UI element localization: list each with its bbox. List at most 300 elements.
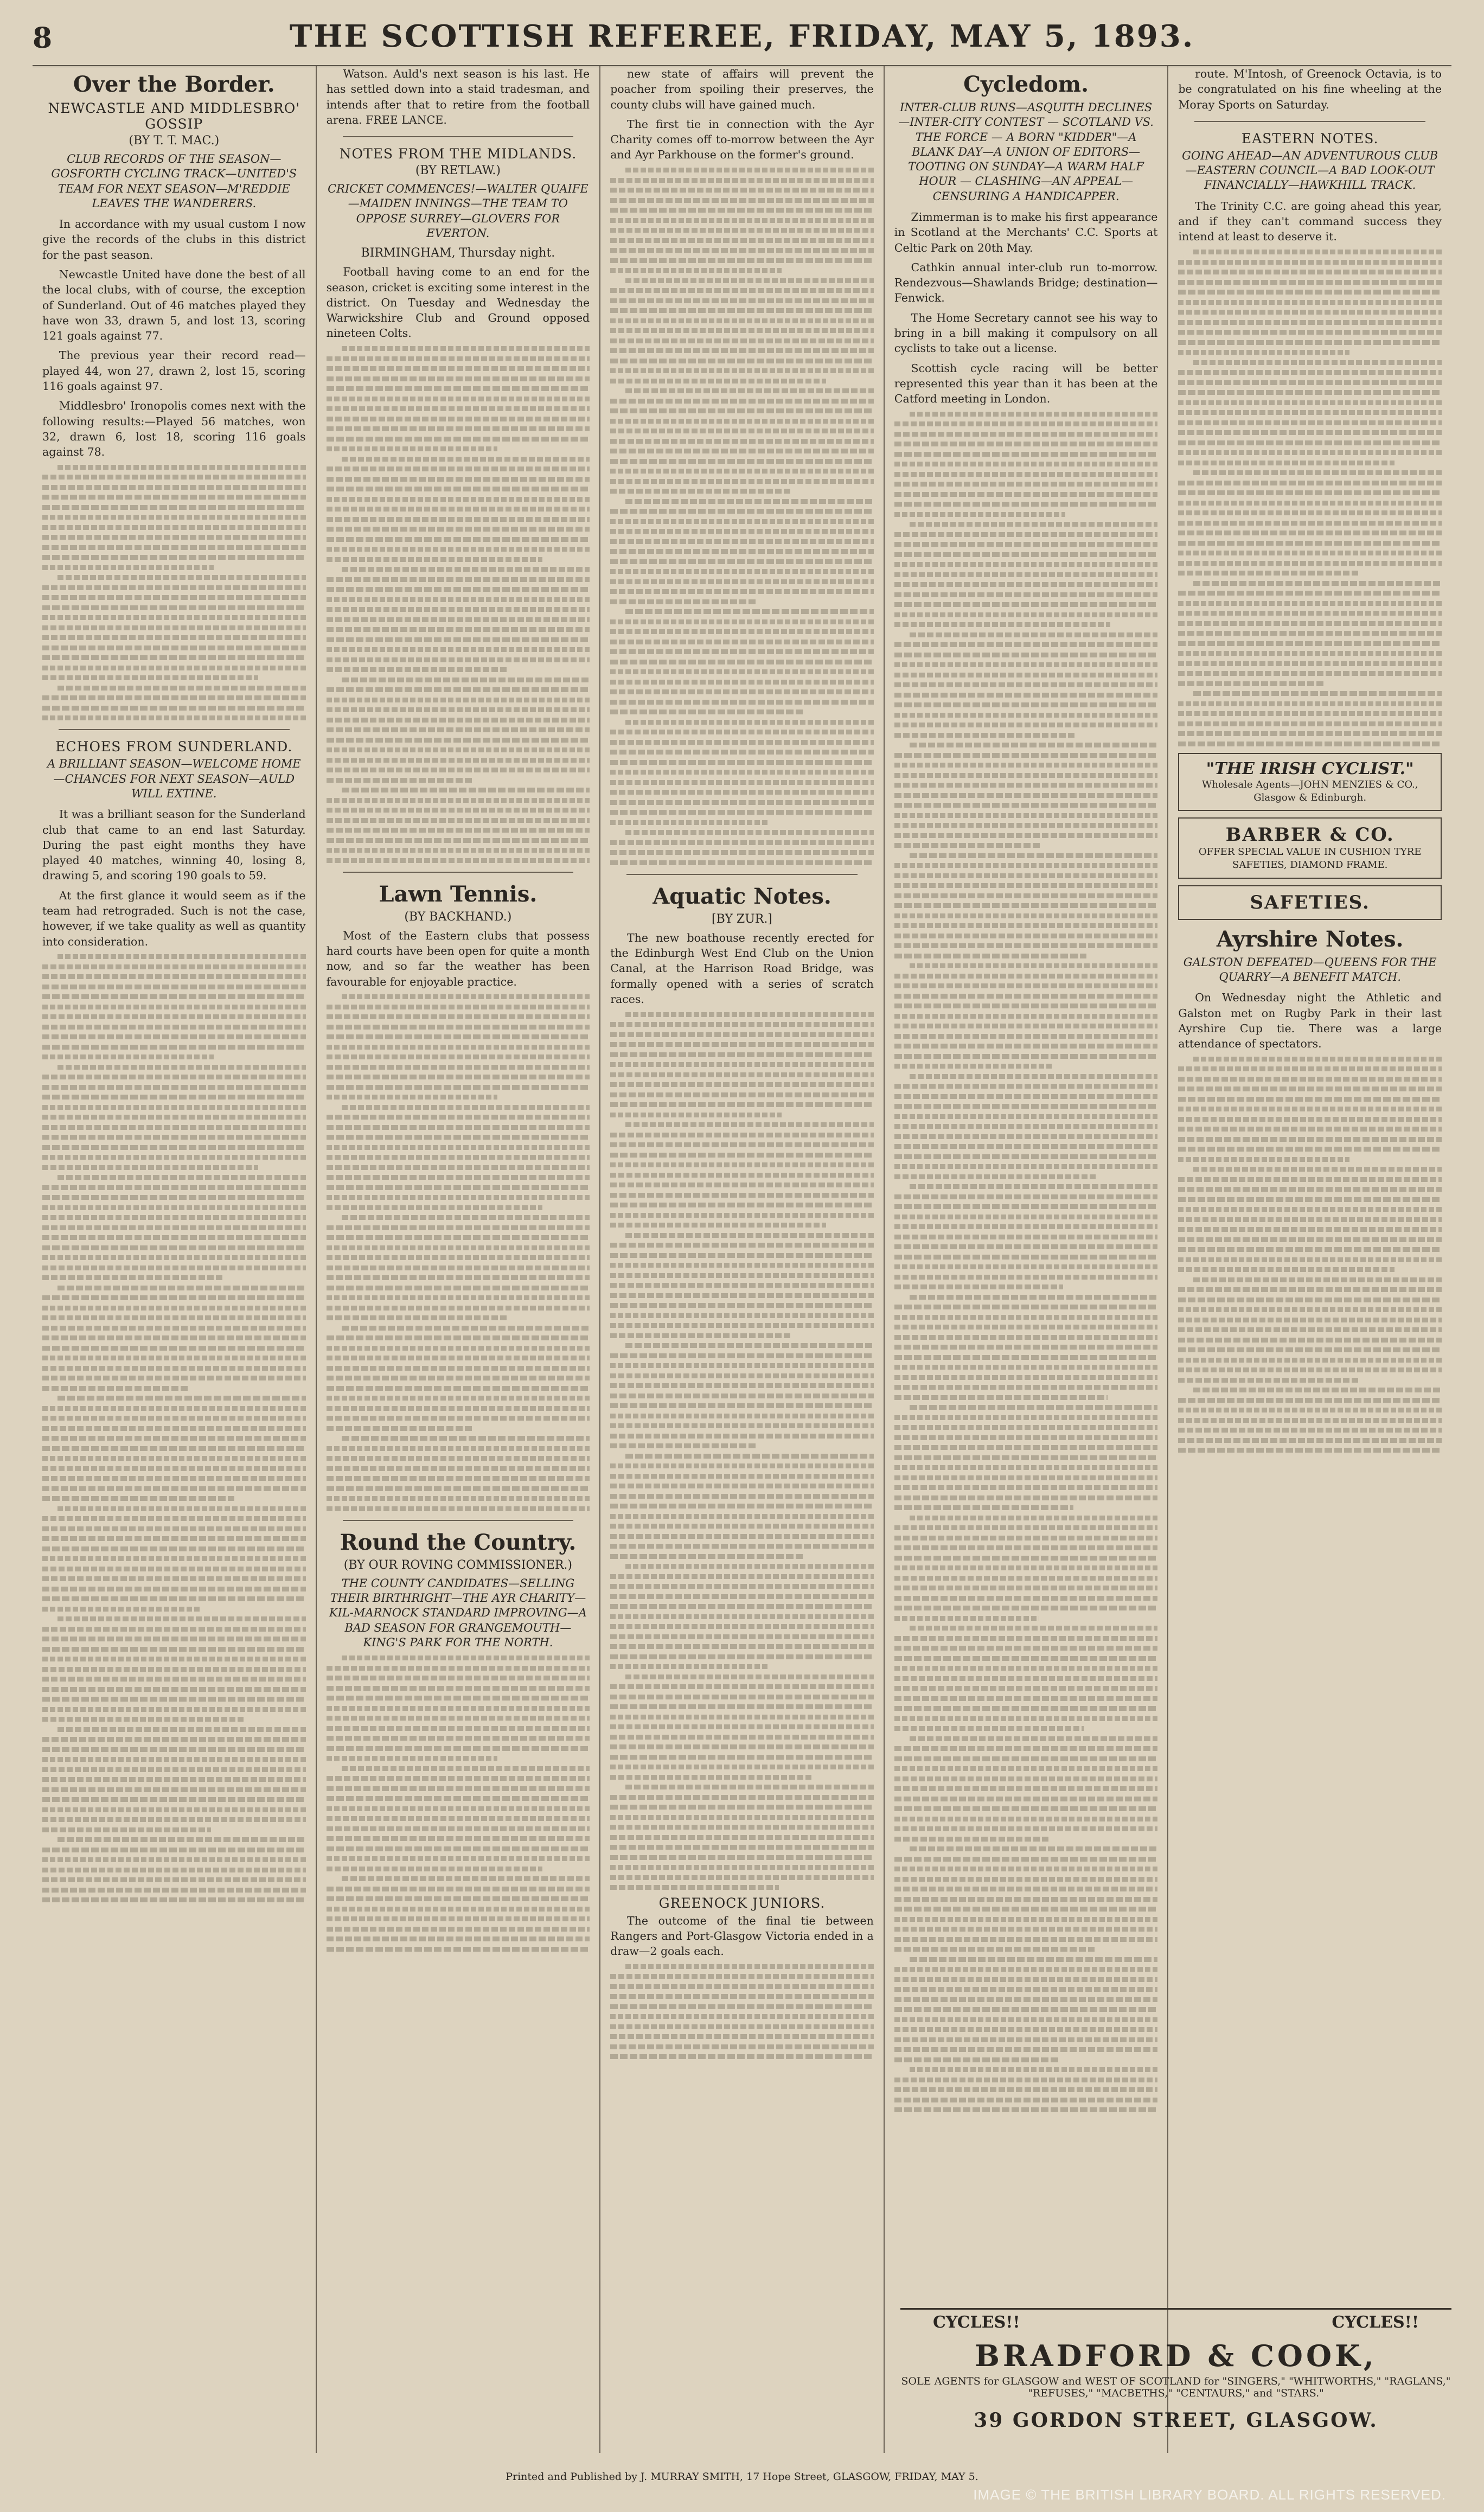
text-line-placeholder: [327, 1085, 590, 1090]
text-line-placeholder: [894, 702, 1158, 707]
text-line-placeholder: [610, 178, 874, 183]
text-line-placeholder: [894, 662, 1158, 667]
text-line-placeholder: [894, 1475, 1158, 1480]
text-line-placeholder: [610, 730, 874, 734]
text-line-placeholder: [610, 1383, 874, 1388]
text-line-placeholder: [894, 1465, 1158, 1470]
text-line-placeholder: [327, 356, 590, 361]
text-line-placeholder: [1178, 1237, 1442, 1242]
ad-address: 39 GORDON STREET, GLASGOW.: [974, 2409, 1378, 2432]
text-line-placeholder: [610, 1022, 874, 1027]
text-line-placeholder: [42, 1075, 306, 1079]
newspaper-title: THE SCOTTISH REFEREE, FRIDAY, MAY 5, 1893.: [289, 18, 1195, 54]
text-line-placeholder: [42, 1496, 234, 1501]
text-line-placeholder: [610, 1974, 874, 1979]
text-line-placeholder: [327, 1346, 590, 1351]
article-paragraph: The first tie in connection with the Ayr Charity comes off to-morrow between the Ayr and Ayr Parkhouse on the former's ground.: [610, 117, 874, 162]
text-line-placeholder: [625, 609, 874, 614]
text-line-placeholder: [610, 820, 768, 825]
article-paragraph: new state of affairs will prevent the poacher from spoiling their preserves, the county clubs will have gained much.: [610, 67, 874, 111]
text-line-placeholder: [894, 1024, 1158, 1028]
text-line-placeholder: [327, 1386, 590, 1391]
text-line-placeholder: [1178, 661, 1442, 666]
text-line-placeholder: [894, 954, 1086, 958]
section-divider: [343, 136, 574, 137]
text-line-placeholder: [1178, 1428, 1442, 1433]
text-line-placeholder: [1178, 1358, 1442, 1363]
text-line-placeholder: [910, 1074, 1158, 1079]
text-line-placeholder: [610, 419, 874, 424]
text-line-placeholder: [342, 1105, 590, 1110]
text-line-placeholder: [610, 1273, 874, 1278]
text-line-placeholder: [610, 479, 874, 484]
text-line-placeholder: [327, 547, 590, 552]
text-line-placeholder: [894, 1255, 1158, 1260]
text-line-placeholder: [327, 1065, 590, 1070]
text-line-placeholder: [610, 348, 874, 353]
text-line-placeholder: [42, 1596, 306, 1601]
text-line-placeholder: [42, 1235, 306, 1240]
text-line-placeholder: [342, 994, 590, 999]
text-line-placeholder: [894, 1194, 1158, 1199]
text-line-placeholder: [42, 1817, 306, 1822]
text-line-placeholder: [42, 545, 306, 550]
article-paragraph: On Wednesday night the Athletic and Galston met on Rugby Park in their last Ayrshire Cup tie. There was a large attendance of spectators.: [1178, 991, 1442, 1051]
text-line-placeholder: [42, 555, 306, 560]
text-line-placeholder: [1178, 1147, 1442, 1152]
text-line-placeholder: [1178, 621, 1442, 626]
text-line-placeholder: [1178, 510, 1442, 515]
text-line-placeholder: [327, 1456, 590, 1461]
text-line-placeholder: [327, 1907, 590, 1912]
text-line-placeholder: [910, 1626, 1158, 1631]
text-line-placeholder: [610, 850, 874, 855]
text-line-placeholder: [42, 1546, 306, 1551]
text-line-placeholder: [327, 707, 590, 712]
text-line-placeholder: [42, 1045, 306, 1050]
text-line-placeholder: [42, 1265, 306, 1270]
text-line-placeholder: [610, 1153, 874, 1158]
text-line-placeholder: [894, 562, 1158, 567]
text-line-placeholder: [1178, 530, 1442, 535]
text-line-placeholder: [610, 559, 874, 564]
text-line-placeholder: [1178, 541, 1442, 546]
text-line-placeholder: [1178, 551, 1442, 555]
text-line-placeholder: [1178, 280, 1442, 285]
text-line-placeholder: [894, 622, 1110, 627]
text-line-placeholder: [327, 1014, 590, 1019]
text-line-placeholder: [894, 642, 1158, 647]
text-line-placeholder: [610, 770, 874, 775]
text-line-placeholder: [910, 632, 1158, 637]
text-line-placeholder: [894, 2087, 1158, 2092]
text-line-placeholder: [610, 1755, 874, 1760]
text-line-placeholder: [1193, 250, 1442, 254]
text-line-placeholder: [610, 338, 874, 343]
section-divider: [343, 1520, 574, 1521]
text-line-placeholder: [1178, 721, 1442, 726]
text-line-placeholder: [894, 1064, 1052, 1069]
text-line-placeholder: [610, 1715, 874, 1720]
text-line-placeholder: [894, 1887, 1158, 1891]
text-line-placeholder: [894, 462, 1158, 466]
text-line-placeholder: [625, 499, 874, 504]
text-line-placeholder: [894, 542, 1158, 547]
text-line-placeholder: [327, 1716, 590, 1721]
text-line-placeholder: [1178, 390, 1442, 395]
text-line-placeholder: [42, 1005, 306, 1009]
text-line-placeholder: [894, 1495, 1158, 1500]
text-line-placeholder: [1178, 1207, 1442, 1212]
article-byline: (BY RETLAW.): [415, 164, 501, 178]
text-line-placeholder: [327, 698, 590, 702]
text-line-placeholder: [42, 1526, 306, 1531]
text-line-placeholder: [42, 1306, 306, 1311]
text-line-placeholder: [327, 587, 590, 592]
text-line-placeholder: [1178, 1066, 1442, 1071]
text-line-placeholder: [610, 1554, 802, 1559]
text-line-placeholder: [42, 535, 306, 540]
text-line-placeholder: [894, 1375, 1158, 1380]
text-line-placeholder: [1178, 450, 1442, 455]
text-line-placeholder: [610, 1534, 874, 1539]
text-line-placeholder: [327, 1486, 590, 1491]
text-line-placeholder: [610, 1594, 874, 1599]
text-line-placeholder: [42, 1476, 306, 1481]
text-line-placeholder: [42, 1245, 306, 1250]
text-line-placeholder: [327, 647, 590, 652]
text-line-placeholder: [327, 1696, 590, 1701]
text-line-placeholder: [894, 943, 1158, 948]
text-line-placeholder: [610, 579, 874, 584]
text-line-placeholder: [610, 1704, 874, 1709]
text-line-placeholder: [327, 1496, 590, 1501]
text-line-placeholder: [894, 1776, 1158, 1781]
text-line-placeholder: [894, 1435, 1158, 1440]
text-line-placeholder: [610, 1885, 779, 1890]
text-line-placeholder: [327, 1756, 498, 1761]
text-line-placeholder: [327, 1335, 590, 1340]
text-line-placeholder: [625, 1454, 874, 1459]
text-line-placeholder: [327, 1426, 474, 1431]
column-filler-text: [42, 465, 306, 721]
text-line-placeholder: [610, 1363, 874, 1368]
text-line-placeholder: [42, 1335, 306, 1340]
text-line-placeholder: [610, 1032, 874, 1037]
text-line-placeholder: [610, 1062, 874, 1067]
text-line-placeholder: [610, 1584, 874, 1589]
text-line-placeholder: [610, 248, 874, 253]
text-line-placeholder: [910, 1957, 1158, 1962]
text-line-placeholder: [910, 1846, 1158, 1851]
text-line-placeholder: [42, 1275, 224, 1280]
text-line-placeholder: [610, 1614, 874, 1619]
text-line-placeholder: [42, 525, 306, 530]
text-line-placeholder: [42, 1607, 200, 1612]
text-line-placeholder: [327, 1095, 498, 1100]
text-line-placeholder: [42, 1436, 306, 1441]
text-line-placeholder: [894, 1797, 1158, 1801]
text-line-placeholder: [894, 682, 1158, 687]
advertisement-bradford-cook: [900, 2308, 1451, 2467]
text-line-placeholder: [894, 1877, 1158, 1882]
ad-text: OFFER SPECIAL VALUE IN CUSHION TYRE SAFETIES, DIAMOND FRAME.: [1198, 846, 1422, 871]
text-line-placeholder: [342, 788, 590, 792]
column-3: [600, 66, 885, 2453]
text-line-placeholder: [42, 964, 306, 969]
text-line-placeholder: [42, 1125, 306, 1130]
text-line-placeholder: [42, 1516, 306, 1521]
text-line-placeholder: [610, 368, 874, 373]
text-line-placeholder: [610, 2014, 874, 2019]
text-line-placeholder: [42, 1848, 306, 1852]
text-line-placeholder: [894, 2098, 1158, 2102]
text-line-placeholder: [610, 1353, 874, 1358]
text-line-placeholder: [625, 278, 874, 283]
text-line-placeholder: [42, 1165, 258, 1170]
text-line-placeholder: [894, 1034, 1158, 1039]
text-line-placeholder: [42, 985, 306, 989]
text-line-placeholder: [610, 1203, 874, 1207]
text-line-placeholder: [42, 1416, 306, 1421]
article-paragraph: Most of the Eastern clubs that possess hard courts have been open for quite a month now, and so far the weather has been favourable for enjoyable practice.: [326, 929, 590, 988]
text-line-placeholder: [1178, 340, 1442, 345]
text-line-placeholder: [42, 1205, 306, 1210]
text-line-placeholder: [327, 637, 590, 642]
text-line-placeholder: [610, 760, 874, 765]
text-line-placeholder: [610, 1303, 874, 1308]
text-line-placeholder: [894, 1917, 1158, 1922]
text-line-placeholder: [894, 1305, 1158, 1309]
text-line-placeholder: [42, 1095, 306, 1100]
text-line-placeholder: [894, 1054, 1158, 1059]
text-line-placeholder: [327, 557, 542, 562]
text-line-placeholder: [42, 1054, 214, 1059]
text-line-placeholder: [610, 1524, 874, 1529]
text-line-placeholder: [894, 2007, 1158, 2012]
text-line-placeholder: [894, 1536, 1158, 1541]
text-line-placeholder: [894, 983, 1158, 988]
text-line-placeholder: [42, 1315, 306, 1320]
text-line-placeholder: [327, 1686, 590, 1691]
text-line-placeholder: [894, 1315, 1158, 1320]
article-paragraph: Zimmerman is to make his first appearance in Scotland at the Merchants' C.C. Sports at Celtic Park on 20th May.: [894, 210, 1158, 254]
text-line-placeholder: [1178, 611, 1442, 616]
text-line-placeholder: [625, 1343, 874, 1348]
text-line-placeholder: [894, 1947, 1095, 1952]
text-line-placeholder: [610, 1283, 874, 1288]
text-line-placeholder: [894, 532, 1158, 537]
text-line-placeholder: [327, 848, 590, 853]
text-line-placeholder: [1178, 1367, 1442, 1372]
text-line-placeholder: [894, 1215, 1158, 1219]
text-line-placeholder: [610, 509, 874, 514]
article-heading-over-the-border: Over the Border.: [73, 72, 275, 97]
text-line-placeholder: [610, 860, 874, 865]
text-line-placeholder: [610, 298, 874, 303]
text-line-placeholder: [894, 1907, 1158, 1912]
article-heading-lawn-tennis: Lawn Tennis.: [379, 881, 538, 907]
text-line-placeholder: [610, 1855, 874, 1860]
article-deck: THE COUNTY CANDIDATES—SELLING THEIR BIRTHRIGHT—THE AYR CHARITY—KIL-MARNOCK STANDARD IMPROVING—A BAD SEASON FOR GRANGEMOUTH—KING'S PARK FOR THE NORTH.: [329, 1576, 587, 1650]
text-line-placeholder: [1178, 461, 1394, 465]
text-line-placeholder: [894, 1596, 1158, 1601]
text-line-placeholder: [327, 1235, 590, 1240]
text-line-placeholder: [327, 1125, 590, 1130]
text-line-placeholder: [327, 1045, 590, 1050]
text-line-placeholder: [42, 1868, 306, 1872]
text-line-placeholder: [610, 1684, 874, 1689]
text-line-placeholder: [610, 379, 826, 383]
text-line-placeholder: [894, 1114, 1158, 1119]
section-subheading: GREENOCK JUNIORS.: [658, 1895, 826, 1911]
section-heading-midlands: NOTES FROM THE MIDLANDS.: [339, 146, 577, 162]
column-filler-text: [1178, 1057, 1442, 1453]
article-deck: CRICKET COMMENCES!—WALTER QUAIFE—MAIDEN INNINGS—THE TEAM TO OPPOSE SURREY—GLOVERS FOR EVERTON.: [328, 182, 589, 240]
article-paragraph: The outcome of the final tie between Rangers and Port-Glasgow Victoria ended in a draw—2 goals each.: [610, 1914, 874, 1958]
text-line-placeholder: [42, 715, 306, 720]
text-line-placeholder: [894, 1144, 1158, 1149]
text-line-placeholder: [327, 657, 590, 662]
text-line-placeholder: [894, 512, 1066, 517]
text-line-placeholder: [625, 1122, 874, 1127]
text-line-placeholder: [327, 1936, 590, 1941]
text-line-placeholder: [1178, 1438, 1442, 1443]
ad-title: BARBER & CO.: [1225, 824, 1395, 846]
text-line-placeholder: [327, 1295, 590, 1300]
text-line-placeholder: [610, 810, 874, 815]
text-line-placeholder: [42, 1346, 306, 1351]
text-line-placeholder: [1178, 1318, 1442, 1322]
text-line-placeholder: [610, 569, 874, 574]
text-line-placeholder: [610, 1664, 768, 1669]
text-line-placeholder: [1178, 350, 1349, 355]
text-line-placeholder: [327, 627, 590, 632]
text-line-placeholder: [57, 1175, 306, 1180]
text-line-placeholder: [42, 515, 306, 520]
text-line-placeholder: [610, 359, 874, 363]
text-line-placeholder: [894, 934, 1158, 938]
text-line-placeholder: [342, 1876, 590, 1881]
text-line-placeholder: [610, 680, 874, 685]
text-line-placeholder: [625, 168, 874, 172]
text-line-placeholder: [1178, 1127, 1442, 1132]
text-line-placeholder: [894, 903, 1158, 908]
article-paragraph: route. M'Intosh, of Greenock Octavia, is to be congratulated on his fine wheeling at the Moray Sports on Saturday.: [1178, 67, 1442, 111]
section-heading-eastern-notes: EASTERN NOTES.: [1241, 130, 1379, 146]
text-line-placeholder: [327, 1115, 590, 1120]
text-line-placeholder: [894, 763, 1158, 768]
text-line-placeholder: [894, 923, 1158, 928]
text-line-placeholder: [327, 507, 590, 512]
text-line-placeholder: [894, 1646, 1158, 1651]
text-line-placeholder: [327, 1466, 590, 1471]
text-line-placeholder: [610, 1984, 874, 1989]
text-line-placeholder: [42, 974, 306, 979]
section-divider: [1194, 121, 1425, 122]
text-line-placeholder: [625, 1233, 874, 1238]
text-line-placeholder: [1178, 1107, 1442, 1111]
text-line-placeholder: [910, 1516, 1158, 1520]
text-line-placeholder: [894, 673, 1158, 677]
text-line-placeholder: [1178, 1217, 1442, 1222]
text-line-placeholder: [894, 592, 1158, 597]
text-line-placeholder: [327, 1165, 590, 1170]
text-line-placeholder: [1178, 270, 1442, 274]
text-line-placeholder: [610, 649, 874, 654]
text-line-placeholder: [610, 1133, 874, 1137]
text-line-placeholder: [1178, 410, 1442, 415]
text-line-placeholder: [894, 833, 1158, 838]
text-line-placeholder: [610, 1403, 874, 1408]
text-line-placeholder: [894, 582, 1158, 587]
text-line-placeholder: [42, 695, 306, 700]
text-line-placeholder: [327, 1476, 590, 1481]
text-line-placeholder: [625, 388, 874, 393]
text-line-placeholder: [610, 308, 874, 313]
text-line-placeholder: [1178, 320, 1442, 325]
text-line-placeholder: [894, 1556, 1158, 1561]
article-heading-ayrshire-notes: Ayrshire Notes.: [1216, 926, 1404, 952]
text-line-placeholder: [894, 1014, 1158, 1019]
text-line-placeholder: [894, 1636, 1158, 1641]
text-line-placeholder: [42, 1155, 306, 1160]
article-byline: (BY OUR ROVING COMMISSIONER.): [343, 1558, 572, 1572]
text-line-placeholder: [42, 1295, 306, 1300]
text-line-placeholder: [1178, 731, 1442, 736]
text-line-placeholder: [42, 1576, 306, 1581]
text-line-placeholder: [327, 466, 590, 471]
text-line-placeholder: [610, 1052, 874, 1057]
text-line-placeholder: [342, 346, 590, 351]
text-line-placeholder: [610, 1333, 792, 1338]
text-line-placeholder: [42, 1466, 306, 1471]
text-line-placeholder: [42, 1857, 306, 1862]
text-line-placeholder: [42, 1326, 306, 1331]
text-line-placeholder: [894, 1244, 1158, 1249]
text-line-placeholder: [327, 768, 590, 772]
text-line-placeholder: [1178, 1086, 1442, 1091]
text-line-placeholder: [610, 1514, 874, 1519]
text-line-placeholder: [610, 228, 874, 233]
text-line-placeholder: [610, 449, 874, 453]
text-line-placeholder: [625, 1785, 874, 1789]
text-line-placeholder: [894, 1224, 1158, 1229]
text-line-placeholder: [42, 1225, 306, 1230]
text-line-placeholder: [42, 1135, 306, 1140]
text-line-placeholder: [910, 1405, 1158, 1410]
text-line-placeholder: [327, 1225, 590, 1230]
text-line-placeholder: [894, 1204, 1158, 1209]
text-line-placeholder: [42, 1556, 306, 1561]
text-line-placeholder: [610, 1845, 874, 1850]
text-line-placeholder: [42, 1647, 306, 1652]
article-deck: INTER-CLUB RUNS—ASQUITH DECLINES—INTER-CITY CONTEST — SCOTLAND VS. THE FORCE — A BORN "KIDDER"—A BLANK DAY—A UNION OF EDITORS—TOOTING ON SUNDAY—A WARM HALF HOUR — CLASHING—AN APPEAL—CENSURING A HANDICAPPER.: [898, 101, 1154, 203]
text-line-placeholder: [894, 974, 1158, 979]
text-line-placeholder: [1178, 1247, 1442, 1252]
text-line-placeholder: [327, 1666, 590, 1671]
text-line-placeholder: [327, 1416, 590, 1421]
text-line-placeholder: [327, 1025, 590, 1030]
text-line-placeholder: [610, 2054, 874, 2059]
text-line-placeholder: [42, 1025, 306, 1030]
article-paragraph: The previous year their record read—played 44, won 27, drawn 2, lost 15, scoring 116 goals against 97.: [42, 349, 306, 393]
text-line-placeholder: [327, 1856, 590, 1861]
text-line-placeholder: [610, 629, 874, 634]
text-line-placeholder: [610, 689, 874, 694]
text-line-placeholder: [610, 700, 874, 705]
text-line-placeholder: [42, 1787, 306, 1792]
